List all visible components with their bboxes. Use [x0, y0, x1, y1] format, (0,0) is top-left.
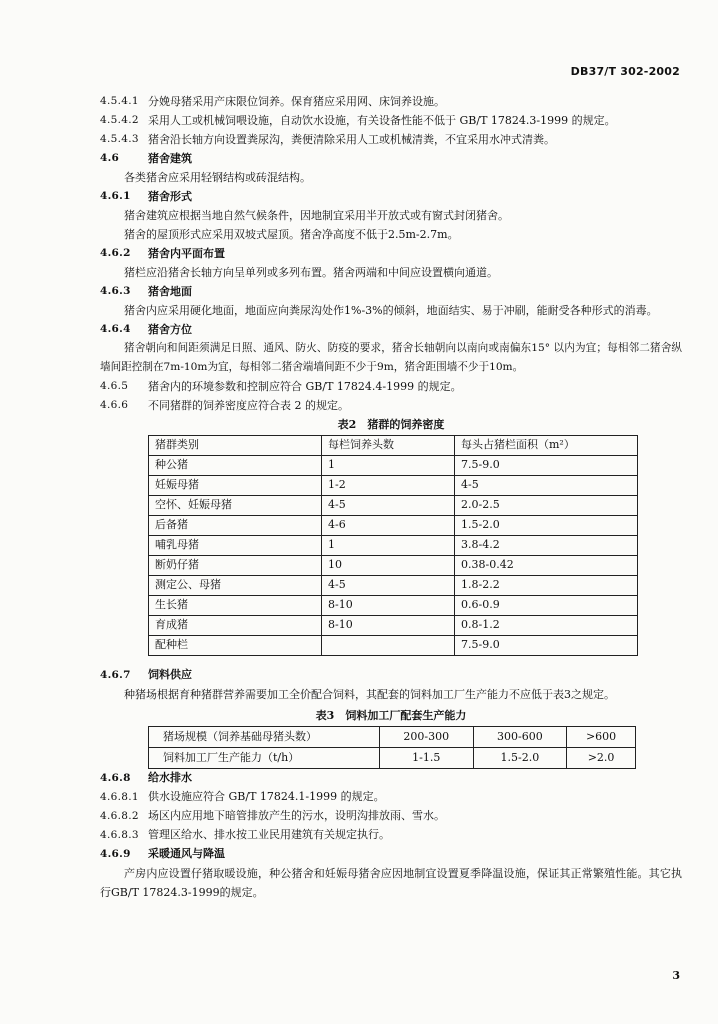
clause-number: 4.6.5 — [100, 379, 129, 392]
table-row — [149, 555, 638, 575]
section-title: 给水排水 — [148, 771, 192, 785]
clause-number: 4.5.4.1 — [100, 94, 139, 107]
section-title: 猪舍形式 — [148, 189, 192, 203]
table-cell: 1 — [322, 455, 455, 475]
table-3 — [148, 726, 636, 769]
table-cell: 测定公、母猪 — [149, 575, 322, 595]
table-header-row — [149, 435, 638, 455]
column-header: 每头占猪栏面积（m²） — [455, 435, 638, 455]
table-cell: 1.5-2.0 — [473, 747, 567, 768]
page-number: 3 — [672, 969, 680, 982]
table-cell: >2.0 — [567, 747, 636, 768]
table-cell: 0.6-0.9 — [455, 595, 638, 615]
table-cell: 种公猪 — [149, 455, 322, 475]
table-row — [149, 575, 638, 595]
section-number: 4.6.1 — [100, 189, 131, 202]
table-2-caption: 表2 猪群的饲养密度 — [337, 418, 445, 431]
section-number: 4.6.2 — [100, 246, 131, 259]
clause-4-6-5 — [100, 377, 682, 396]
section-4-6-1-heading — [100, 187, 682, 206]
paragraph: 猪舍内应采用硬化地面，地面应向粪尿沟处作1%-3%的倾斜，地面结实、易于冲刷，能耐受各种形式的消毒。 — [124, 304, 658, 317]
table-cell: 0.38-0.42 — [455, 555, 638, 575]
table-cell: 1.8-2.2 — [455, 575, 638, 595]
table-cell: 1-1.5 — [380, 747, 474, 768]
column-header: 猪群类别 — [149, 435, 322, 455]
table-cell: 空怀、妊娠母猪 — [149, 495, 322, 515]
clause-4-5-4-1 — [100, 92, 682, 111]
paragraph: 种猪场根据育种猪群营养需要加工全价配合饲料，其配套的饲料加工厂生产能力不应低于表3之规定。 — [124, 687, 615, 701]
clause-text: 猪舍内的环境参数和控制应符合 GB/T 17824.4-1999 的规定。 — [148, 379, 462, 393]
section-title: 猪舍地面 — [148, 284, 192, 298]
section-number: 4.6.9 — [100, 847, 131, 860]
section-number: 4.6 — [100, 151, 120, 164]
section-title: 饲料供应 — [148, 668, 192, 682]
table-cell: 1 — [322, 535, 455, 555]
column-header: 200-300 — [380, 726, 474, 747]
clause-number: 4.5.4.2 — [100, 113, 139, 126]
clause-4-5-4-3 — [100, 130, 682, 149]
table-row — [149, 615, 638, 635]
section-4-6-2-heading — [100, 244, 682, 263]
table-row — [149, 455, 638, 475]
table-cell: 1.5-2.0 — [455, 515, 638, 535]
document-code: DB37/T 302-2002 — [570, 65, 680, 78]
paragraph: 各类猪舍应采用轻钢结构或砖混结构。 — [124, 170, 311, 184]
clause-number: 4.5.4.3 — [100, 132, 139, 145]
table-cell: 1-2 — [322, 475, 455, 495]
clause-4-6-8-3 — [100, 826, 682, 845]
section-title: 采暖通风与降温 — [148, 847, 225, 861]
section-title: 猪舍方位 — [148, 322, 192, 336]
section-number: 4.6.7 — [100, 668, 131, 681]
table-cell: 断奶仔猪 — [149, 555, 322, 575]
table-cell: 8-10 — [322, 595, 455, 615]
section-4-6-7-heading — [100, 666, 682, 685]
table-cell: 4-5 — [322, 495, 455, 515]
section-4-6-9-heading — [100, 845, 682, 864]
table-cell — [322, 635, 455, 655]
clause-4-5-4-2 — [100, 111, 682, 130]
table-cell: 7.5-9.0 — [455, 455, 638, 475]
clause-text: 猪舍沿长轴方向设置粪尿沟，粪便清除采用人工或机械清粪，不宜采用水冲式清粪。 — [148, 132, 555, 146]
clause-text: 不同猪群的饲养密度应符合表 2 的规定。 — [148, 398, 349, 412]
clause-text: 采用人工或机械饲喂设施，自动饮水设施，有关设备性能不低于 GB/T 17824.3-1999 的规定。 — [148, 113, 616, 127]
table-2 — [148, 435, 638, 656]
section-4-6-3-heading — [100, 282, 682, 301]
table-cell: 配种栏 — [149, 635, 322, 655]
section-4-6-4-heading — [100, 320, 682, 339]
paragraph: 猪舍建筑应根据当地自然气候条件，因地制宜采用半开放式或有窗式封闭猪舍。 — [124, 208, 509, 222]
clause-4-6-8-2 — [100, 807, 682, 826]
column-header: 猪场规模（饲养基础母猪头数） — [149, 726, 380, 747]
table-cell: 饲料加工厂生产能力（t/h） — [149, 747, 380, 768]
table-cell: 3.8-4.2 — [455, 535, 638, 555]
table-cell: 生长猪 — [149, 595, 322, 615]
clause-text: 供水设施应符合 GB/T 17824.1-1999 的规定。 — [148, 790, 385, 804]
clause-text: 场区内应用地下暗管排放产生的污水，设明沟排放雨、雪水。 — [148, 809, 445, 823]
table-3-caption: 表3 饲料加工厂配套生产能力 — [315, 708, 467, 722]
table-row — [149, 475, 638, 495]
table-cell: 8-10 — [322, 615, 455, 635]
clause-4-6-8-1 — [100, 788, 682, 807]
section-number: 4.6.4 — [100, 322, 131, 335]
paragraph: 猪舍的屋顶形式应采用双坡式屋顶。猪舍净高度不低于2.5m-2.7m。 — [124, 227, 459, 241]
clause-number: 4.6.8.1 — [100, 790, 139, 803]
section-number: 4.6.8 — [100, 771, 131, 784]
table-cell: 育成猪 — [149, 615, 322, 635]
paragraph: 猪栏应沿猪舍长轴方向呈单列或多列布置。猪舍两端和中间应设置横向通道。 — [124, 265, 498, 279]
table-cell: 2.0-2.5 — [455, 495, 638, 515]
clause-number: 4.6.8.3 — [100, 828, 139, 841]
table-row — [149, 635, 638, 655]
paragraph: 产房内应设置仔猪取暖设施，种公猪舍和妊娠母猪舍应因地制宜设置夏季降温设施，保证其正常繁殖性能。其它执行GB/T 17824.3-1999的规定。 — [100, 866, 682, 899]
table-row — [149, 515, 638, 535]
table-cell: 4-5 — [322, 575, 455, 595]
table-cell: 4-5 — [455, 475, 638, 495]
table-row — [149, 595, 638, 615]
table-row — [149, 535, 638, 555]
table-cell: 0.8-1.2 — [455, 615, 638, 635]
table-cell: 10 — [322, 555, 455, 575]
clause-number: 4.6.6 — [100, 398, 129, 411]
clause-text: 分娩母猪采用产床限位饲养。保育猪应采用网、床饲养设施。 — [148, 94, 445, 108]
clause-number: 4.6.8.2 — [100, 809, 139, 822]
table-cell: 7.5-9.0 — [455, 635, 638, 655]
column-header: 300-600 — [473, 726, 567, 747]
table-row — [149, 747, 636, 768]
section-title: 猪舍建筑 — [148, 151, 192, 165]
column-header: 每栏饲养头数 — [322, 435, 455, 455]
section-title: 猪舍内平面布置 — [148, 246, 225, 260]
section-number: 4.6.3 — [100, 284, 131, 297]
clause-text: 管理区给水、排水按工业民用建筑有关规定执行。 — [148, 828, 390, 842]
document-body — [100, 92, 682, 902]
column-header: >600 — [567, 726, 636, 747]
section-4-6-8-heading — [100, 769, 682, 788]
table-cell: 4-6 — [322, 515, 455, 535]
table-header-row — [149, 726, 636, 747]
table-cell: 妊娠母猪 — [149, 475, 322, 495]
table-cell: 后备猪 — [149, 515, 322, 535]
clause-4-6-6 — [100, 396, 682, 415]
table-row — [149, 495, 638, 515]
table-cell: 哺乳母猪 — [149, 535, 322, 555]
paragraph: 猪舍朝向和间距须满足日照、通风、防火、防疫的要求，猪舍长轴朝向以南向或南偏东15° 以内为宜；每相邻二猪舍纵墙间距控制在7m-10m为宜，每相邻二猪舍端墙间距不少于9m，猪舍距围墙不少于10m。 — [100, 342, 682, 373]
section-4-6-heading — [100, 149, 682, 168]
